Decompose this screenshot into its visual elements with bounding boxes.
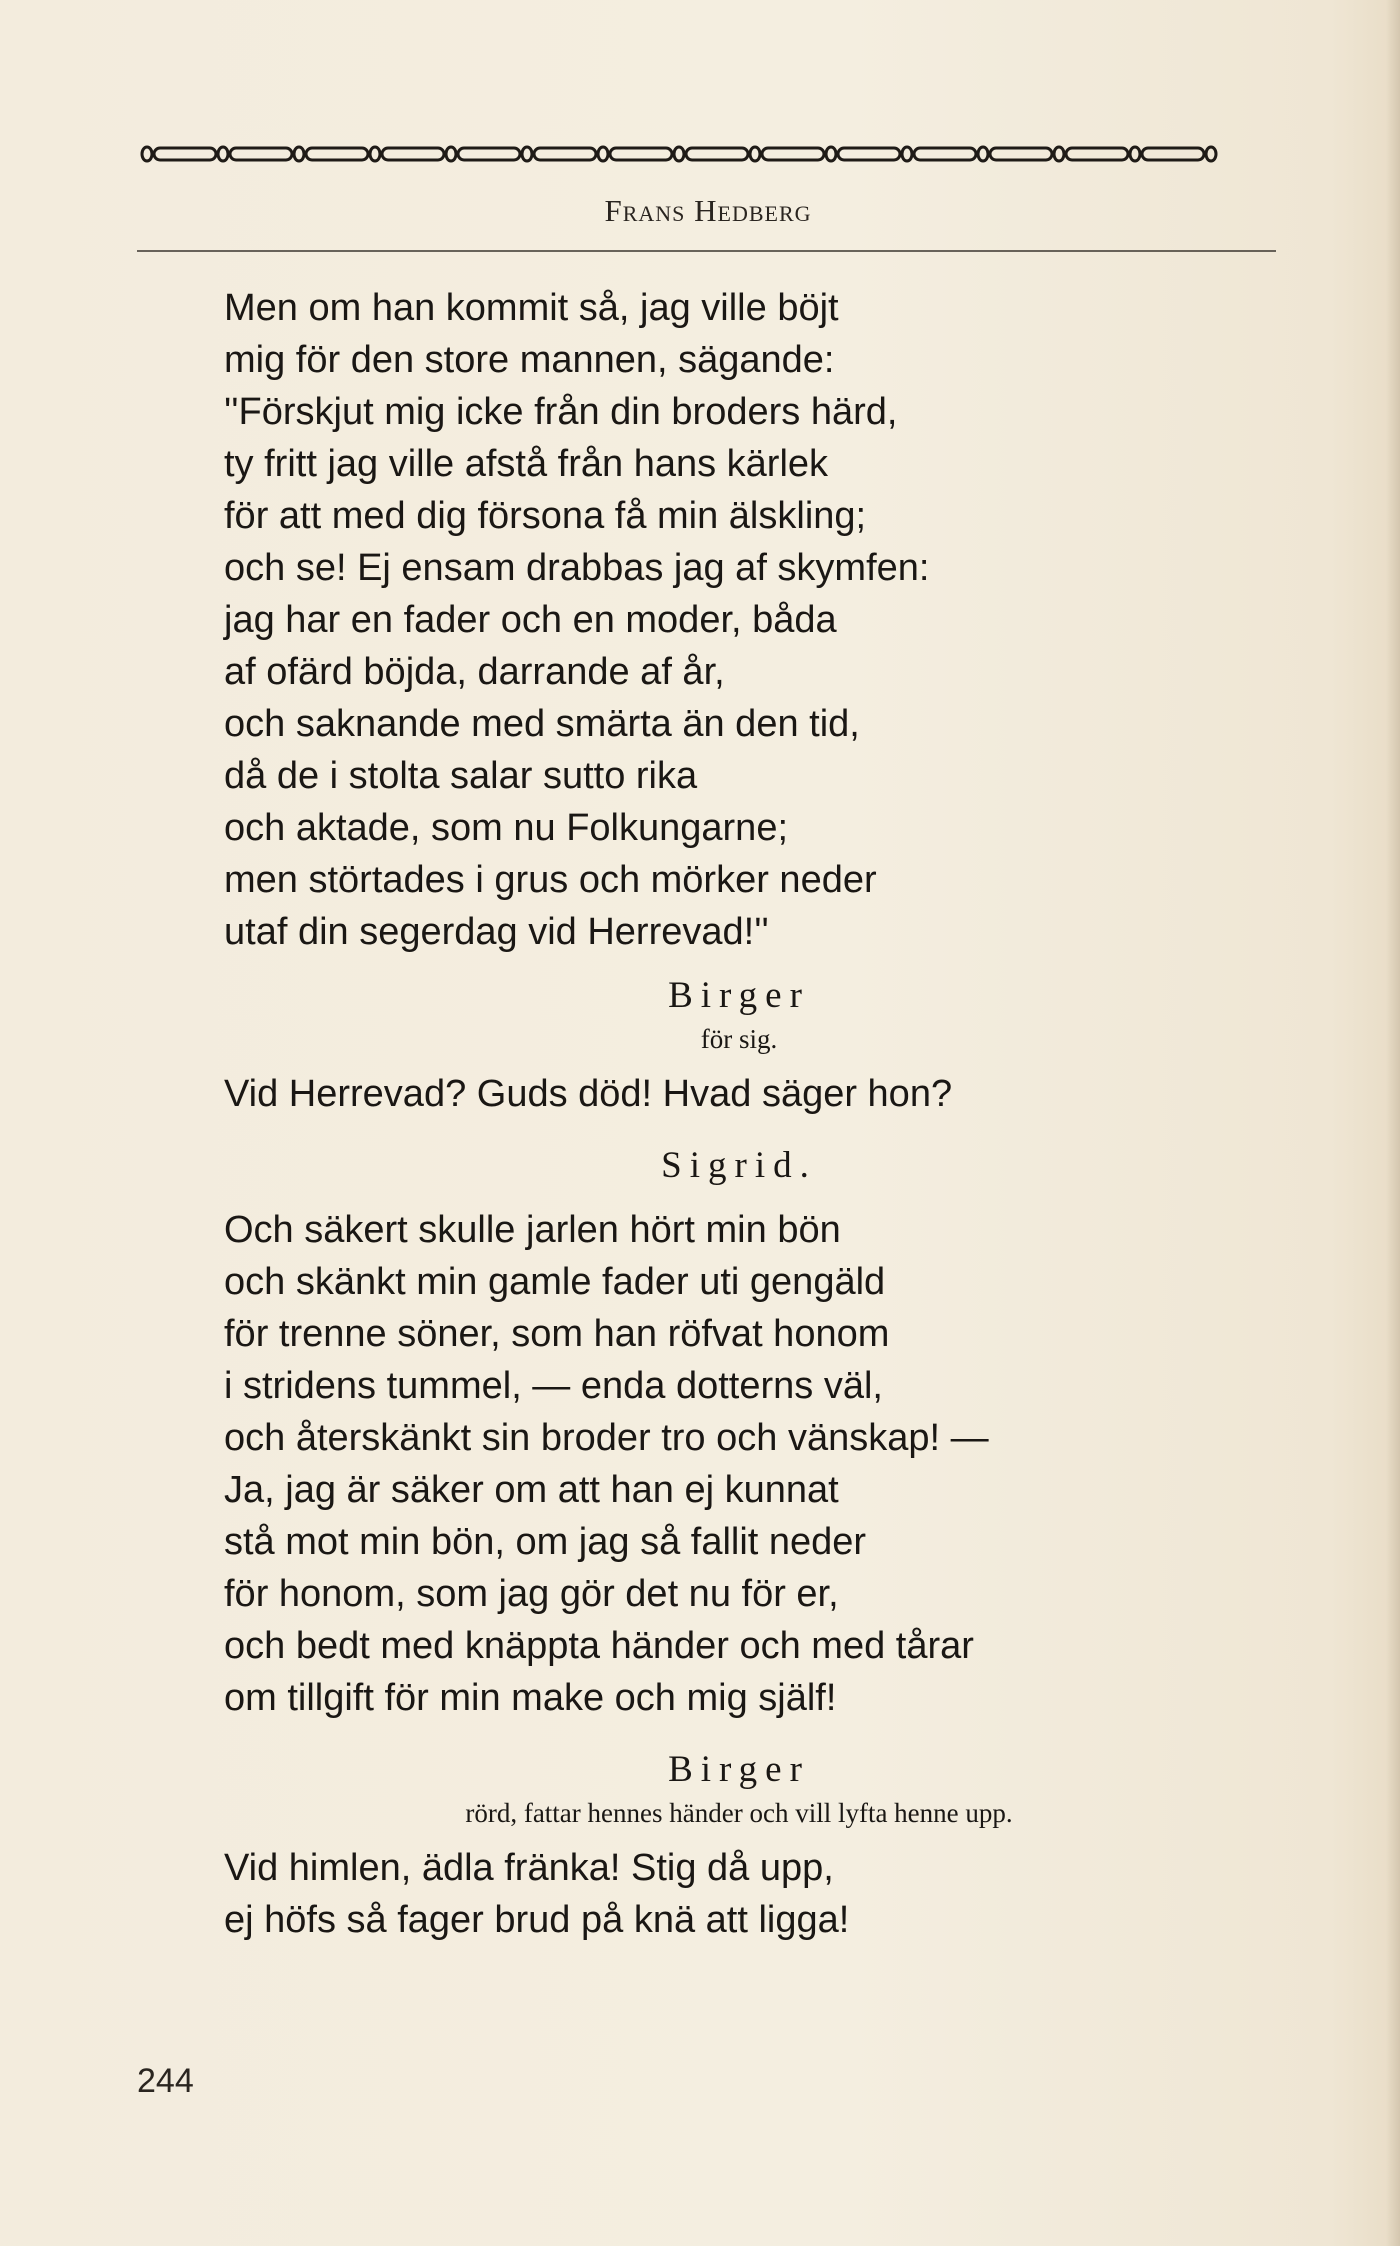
poem-text: [224, 282, 1254, 1946]
header-rule: [137, 250, 1276, 252]
verse-line: Ja, jag är säker om att han ej kunnat: [224, 1469, 839, 1511]
verse-passage-1: [224, 282, 1254, 958]
verse-passage-4: [224, 1842, 1254, 1946]
verse-line: ''Förskjut mig icke från din broders härd,: [224, 391, 898, 433]
speaker-name: Sigrid.: [661, 1145, 817, 1186]
verse-passage-2: [224, 1068, 1254, 1120]
verse-line: ej höfs så fager brud på knä att ligga!: [224, 1899, 850, 1941]
verse-line: Men om han kommit så, jag ville böjt: [224, 287, 839, 329]
verse-line: och bedt med knäppta händer och med tårar: [224, 1625, 974, 1667]
verse-line: om tillgift för min make och mig själf!: [224, 1677, 837, 1719]
verse-line: utaf din segerdag vid Herrevad!'': [224, 911, 769, 953]
verse-line: och se! Ej ensam drabbas jag af skymfen:: [224, 547, 930, 589]
verse-line: ty fritt jag ville afstå från hans kärlek: [224, 443, 829, 485]
verse-line: Vid himlen, ädla fränka! Stig då upp,: [224, 1847, 834, 1889]
verse-line: mig för den store mannen, sägande:: [224, 339, 835, 381]
verse-line: och aktade, som nu Folkungarne;: [224, 807, 789, 849]
verse-passage-3: [224, 1204, 1254, 1724]
running-head: Frans Hedberg: [604, 193, 812, 228]
stage-direction: rörd, fattar hennes händer och vill lyfta henne upp.: [465, 1798, 1013, 1828]
chain-link-ornament-icon: [140, 141, 1276, 167]
verse-line: Och säkert skulle jarlen hört min bön: [224, 1209, 841, 1251]
verse-line: för att med dig försona få min älskling;: [224, 495, 867, 537]
verse-line: i stridens tummel, — enda dotterns väl,: [224, 1365, 883, 1407]
verse-line: och saknande med smärta än den tid,: [224, 703, 860, 745]
verse-line: då de i stolta salar sutto rika: [224, 755, 698, 797]
verse-line: af ofärd böjda, darrande af år,: [224, 651, 725, 693]
speaker-name: Birger: [668, 1749, 810, 1790]
verse-line: för trenne söner, som han röfvat honom: [224, 1313, 890, 1355]
verse-line: stå mot min bön, om jag så fallit neder: [224, 1521, 867, 1563]
verse-line: för honom, som jag gör det nu för er,: [224, 1573, 839, 1615]
verse-line: och skänkt min gamle fader uti gengäld: [224, 1261, 886, 1303]
speaker-name: Birger: [668, 975, 810, 1016]
page-edge-shadow: [1386, 0, 1400, 2246]
verse-line: men störtades i grus och mörker neder: [224, 859, 877, 901]
page-number: 244: [137, 2062, 194, 2100]
verse-line: Vid Herrevad? Guds död! Hvad säger hon?: [224, 1073, 953, 1115]
stage-direction: för sig.: [700, 1024, 778, 1054]
verse-line: jag har en fader och en moder, båda: [224, 599, 837, 641]
verse-line: och återskänkt sin broder tro och vänskap! —: [224, 1417, 989, 1459]
